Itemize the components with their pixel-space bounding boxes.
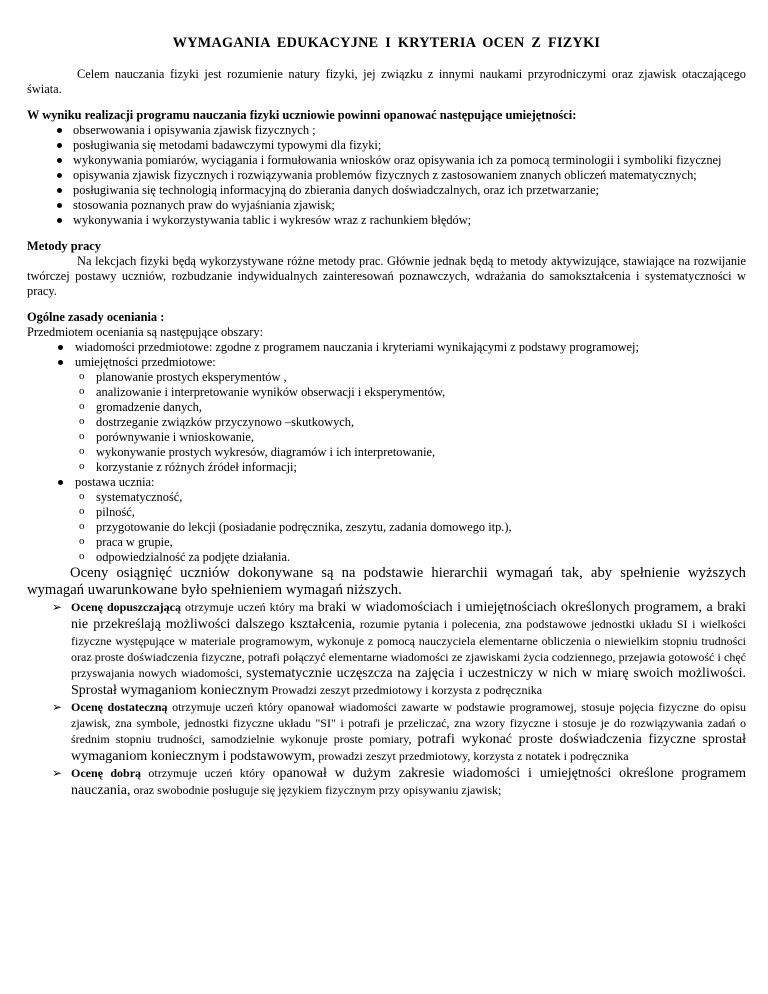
sublist — [27, 370, 746, 475]
grade-text: potrafi wykonać proste doświadczenia fizyczne sprostał wymaganiom koniecznym i podstawowym, — [71, 732, 746, 764]
grade-text: otrzymuje uczeń który opanował wiadomości zawarte w podstawie programowej, stosuje pojęcia fizyczne do opisu zjawisk, zna symbole, jednostki fizyczne układu "SI" i potrafi je przeliczać, zna wzory fizyczne i stosuje je do rozwiązywania zadań o średnim stopniu trudności, samodzielnie wykonuje proste pomiary, — [71, 700, 746, 746]
arrow-bullet-icon: ➢ — [52, 600, 63, 614]
grade-text: systematycznie uczęszcza na zajęcia i uczestniczy w nich w miarę swoich możliwości. Sprostał wymaganiom koniecznym — [71, 666, 746, 698]
grading-section — [27, 310, 746, 599]
sublist-item: o przygotowanie do lekcji (posiadanie podręcznika, zeszytu, zadania domowego itp.), — [27, 520, 746, 535]
methods-heading: Metody pracy — [27, 239, 101, 253]
sublist-item: o systematyczność, — [27, 490, 746, 505]
area-label: postawa ucznia: — [75, 475, 155, 489]
grade-text: otrzymuje uczeń który — [141, 766, 273, 780]
grade-text: otrzymuje uczeń który ma — [181, 600, 318, 614]
grade-text: opanował w dużym zakresie wiadomości i umiejętności określone programem nauczania, — [71, 766, 746, 798]
grade-text: rozumie pytania i polecenia, zna podstawowe jednostki układu SI i wielkości fizyczne występujące w materiale programowym, wykonuje z pomocą nauczyciela elementarne obliczenia o niewielkim stopniu trudności oraz proste doświadczenia fizyczne, potrafi połączyć elementarne wiadomości ze zjawiskami życia codziennego, przejawia gotowość i chęć przyswajania nowych wiadomości, — [71, 617, 746, 680]
list-item — [27, 475, 746, 565]
sublist-item: o praca w grupie, — [27, 535, 746, 550]
arrow-bullet-icon: ➢ — [52, 766, 63, 780]
sublist-item: o pilność, — [27, 505, 746, 520]
grading-heading: Ogólne zasady oceniania : — [27, 310, 165, 324]
grading-areas-list — [27, 340, 746, 565]
grade-name: Ocenę dopuszczającą — [71, 600, 181, 614]
list-item: wykonywania i wykorzystywania tablic i wykresów wraz z rachunkiem błędów; — [27, 213, 746, 228]
grades-list — [27, 599, 746, 799]
grade-text: prowadzi zeszyt przedmiotowy, korzysta z notatek i podręcznika — [315, 749, 629, 763]
grade-name: Ocenę dobrą — [71, 766, 142, 780]
sublist-item: o odpowiedzialność za podjęte działania. — [27, 550, 746, 565]
sublist — [27, 490, 746, 565]
sublist-item: o analizowanie i interpretowanie wyników obserwacji i eksperymentów, — [27, 385, 746, 400]
grade-item-dopuszczajaca — [27, 599, 746, 699]
skills-heading: W wyniku realizacji programu nauczania fizyki uczniowie powinni opanować następujące umiejętności: — [27, 108, 577, 122]
list-item: stosowania poznanych praw do wyjaśniania zjawisk; — [27, 198, 746, 213]
grade-text: Prowadzi zeszyt przedmiotowy i korzysta z podręcznika — [268, 683, 543, 697]
grade-item-dobra — [27, 765, 746, 799]
list-item: opisywania zjawisk fizycznych i rozwiązywania problemów fizycznych z zastosowaniem znanych obliczeń matematycznych; — [27, 168, 746, 183]
list-item: posługiwania się metodami badawczymi typowymi dla fizyki; — [27, 138, 746, 153]
list-item: obserwowania i opisywania zjawisk fizycznych ; — [27, 123, 746, 138]
grade-text: oraz swobodnie posługuje się językiem fizycznym przy opisywaniu zjawisk; — [130, 783, 502, 797]
grade-text: braki w wiadomościach i umiejętnościach określonych programem, a braki nie przekreślają możliwości dalszego kształcenia, — [71, 600, 746, 632]
grading-lead: Przedmiotem oceniania są następujące obszary: — [27, 325, 264, 339]
sublist-item: o planowanie prostych eksperymentów , — [27, 370, 746, 385]
area-label: umiejętności przedmiotowe: — [75, 355, 216, 369]
list-item: posługiwania się technologią informacyjną do zbierania danych doświadczalnych, oraz ich przetwarzanie; — [27, 183, 746, 198]
list-item — [27, 355, 746, 475]
skills-list — [27, 123, 746, 228]
sublist-item: o gromadzenie danych, — [27, 400, 746, 415]
area-label: wiadomości przedmiotowe: zgodne z programem nauczania i kryteriami wynikającymi z podstawy programowej; — [75, 340, 639, 354]
methods-paragraph: Na lekcjach fizyki będą wykorzystywane różne metody prac. Głównie jednak będą to metody aktywizujące, stawiające na rozwijanie twórczej postawy uczniów, rozbudzanie indywidualnych zainteresowań poznawczych, wdrażania do samokształcenia i systematyczności w pracy. — [27, 254, 746, 298]
arrow-bullet-icon: ➢ — [52, 700, 63, 714]
sublist-item: o wykonywanie prostych wykresów, diagramów i ich interpretowanie, — [27, 445, 746, 460]
grade-item-dostateczna — [27, 699, 746, 765]
list-item: wykonywania pomiarów, wyciągania i formułowania wniosków oraz opisywania ich za pomocą terminologii i symboliki fizycznej — [27, 153, 746, 168]
hierarchy-paragraph: Oceny osiągnięć uczniów dokonywane są na podstawie hierarchii wymagań tak, aby spełnienie wyższych wymagań uwarunkowane było spełnieniem wymagań niższych. — [27, 565, 746, 598]
sublist-item: o korzystanie z różnych źródeł informacji; — [27, 460, 746, 475]
methods-section — [27, 239, 746, 299]
list-item — [27, 340, 746, 355]
grade-name: Ocenę dostateczną — [71, 700, 168, 714]
intro-paragraph: Celem nauczania fizyki jest rozumienie natury fizyki, jej związku z innymi naukami przyrodniczymi oraz zjawisk otaczającego świata. — [27, 67, 746, 96]
document-title: WYMAGANIA EDUKACYJNE I KRYTERIA OCEN Z FIZYKI — [172, 35, 601, 51]
sublist-item: o porównywanie i wnioskowanie, — [27, 430, 746, 445]
sublist-item: o dostrzeganie związków przyczynowo –skutkowych, — [27, 415, 746, 430]
